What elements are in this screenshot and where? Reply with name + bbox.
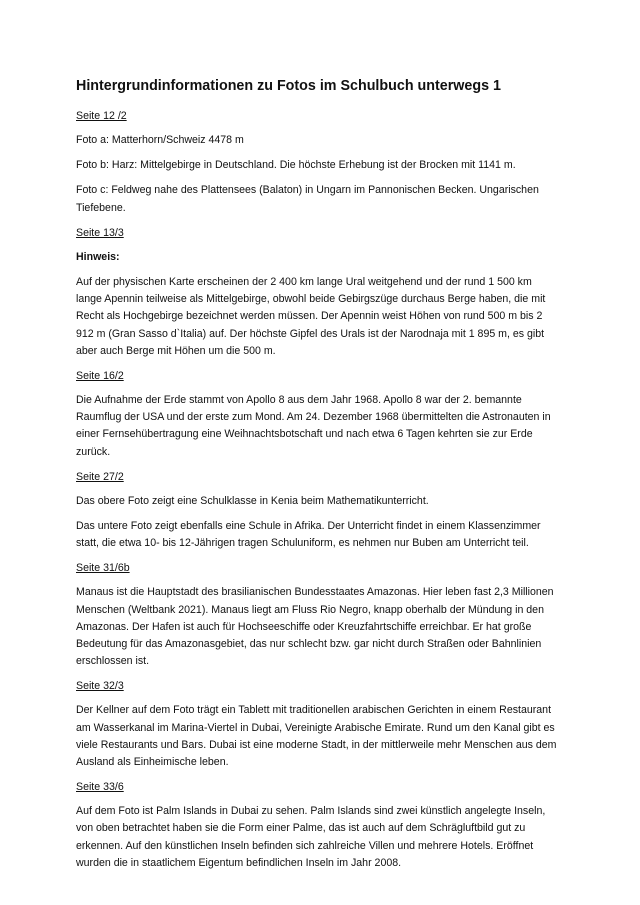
section-heading: Seite 31/6b bbox=[76, 562, 130, 575]
paragraph: Manaus ist die Hauptstadt des brasilianischen Bundesstaates Amazonas. Hier leben fast 2,3 Millionen Menschen (Weltbank 2021). Manaus liegt am Fluss Rio Negro, knapp oberhalb der Mündung in den Amazonas. Der Hafen ist auch für Hochseeschiffe oder Kreuzfahrtschiffe erreichbar. Er hat große Bedeutung für das Amazonasgebiet, das nur schlecht bzw. gar nicht durch Straßen oder Bahnlinien erschlossen ist. bbox=[76, 586, 554, 668]
section-heading: Seite 16/2 bbox=[76, 370, 124, 383]
section-seite-16-2 bbox=[76, 368, 560, 461]
paragraph: Die Aufnahme der Erde stammt von Apollo 8 aus dem Jahr 1968. Apollo 8 war der 2. bemannte Raumflug der USA und der erste zum Mond. Am 24. Dezember 1968 übermittelten die Astronauten in einer Fernsehübertragung eine Weihnachtsbotschaft und nach etwa 6 Tagen kehrten sie zur Erde zurück. bbox=[76, 394, 551, 458]
paragraph: Foto b: Harz: Mittelgebirge in Deutschland. Die höchste Erhebung ist der Brocken mit 1141 m. bbox=[76, 159, 516, 172]
document-title: Hintergrundinformationen zu Fotos im Schulbuch unterwegs 1 bbox=[76, 78, 501, 94]
section-heading: Seite 27/2 bbox=[76, 470, 124, 483]
section-heading: Seite 33/6 bbox=[76, 781, 124, 794]
section-seite-13-3 bbox=[76, 225, 560, 360]
section-heading: Seite 32/3 bbox=[76, 680, 124, 693]
section-seite-27-2 bbox=[76, 469, 560, 553]
document-page bbox=[76, 76, 560, 880]
paragraph: Foto c: Feldweg nahe des Plattensees (Balaton) in Ungarn im Pannonischen Becken. Ungarischen Tiefebene. bbox=[76, 184, 539, 214]
paragraph: Das untere Foto zeigt ebenfalls eine Schule in Afrika. Der Unterricht findet in einem Klassenzimmer statt, die etwa 10- bis 12-Jährigen tragen Schuluniform, es nehmen nur Buben am Unterricht teil. bbox=[76, 520, 541, 550]
section-heading: Seite 12 /2 bbox=[76, 110, 127, 122]
paragraph: Auf dem Foto ist Palm Islands in Dubai zu sehen. Palm Islands sind zwei künstlich angelegte Inseln, von oben betrachtet haben sie die Form einer Palme, das ist auch auf dem Schrägluftbild gut zu erkennen. Auf den künstlichen Inseln befinden sich zahlreiche Villen und mehrere Hotels. Eröffnet wurden die in staatlichem Eigentum befindlichen Inseln im Jahr 2008. bbox=[76, 805, 546, 869]
paragraph: Foto a: Matterhorn/Schweiz 4478 m bbox=[76, 134, 244, 146]
section-seite-31-6b bbox=[76, 560, 560, 670]
section-heading: Seite 13/3 bbox=[76, 226, 124, 239]
paragraph: Das obere Foto zeigt eine Schulklasse in Kenia beim Mathematikunterricht. bbox=[76, 494, 429, 507]
section-seite-12-2 bbox=[76, 108, 560, 217]
section-seite-32-3 bbox=[76, 678, 560, 771]
paragraph: Auf der physischen Karte erscheinen der 2 400 km lange Ural weitgehend und der rund 1 500 km lange Apennin teilweise als Mittelgebirge, obwohl beide Gebirgszüge durchaus Berge haben, die mit Recht als Hochgebirge bezeichnet werden müssen. Der Apennin weist Höhen von rund 500 m bis 2 912 m (Gran Sasso d`Italia) auf. Der höchste Gipfel des Urals ist der Narodnaja mit 1 895 m, es gibt aber auch Berge mit Höhen um die 500 m. bbox=[76, 276, 546, 357]
section-seite-33-6 bbox=[76, 779, 560, 872]
hint-label: Hinweis: bbox=[76, 250, 120, 263]
paragraph: Der Kellner auf dem Foto trägt ein Tablett mit traditionellen arabischen Gerichten in einem Restaurant am Wasserkanal im Marina-Viertel in Dubai, Vereinigte Arabische Emirate. Rund um den Kanal gibt es viele Restaurants und Bars. Dubai ist eine moderne Stadt, in der mittlerweile mehr Menschen aus dem Ausland als Einheimische leben. bbox=[76, 704, 557, 769]
